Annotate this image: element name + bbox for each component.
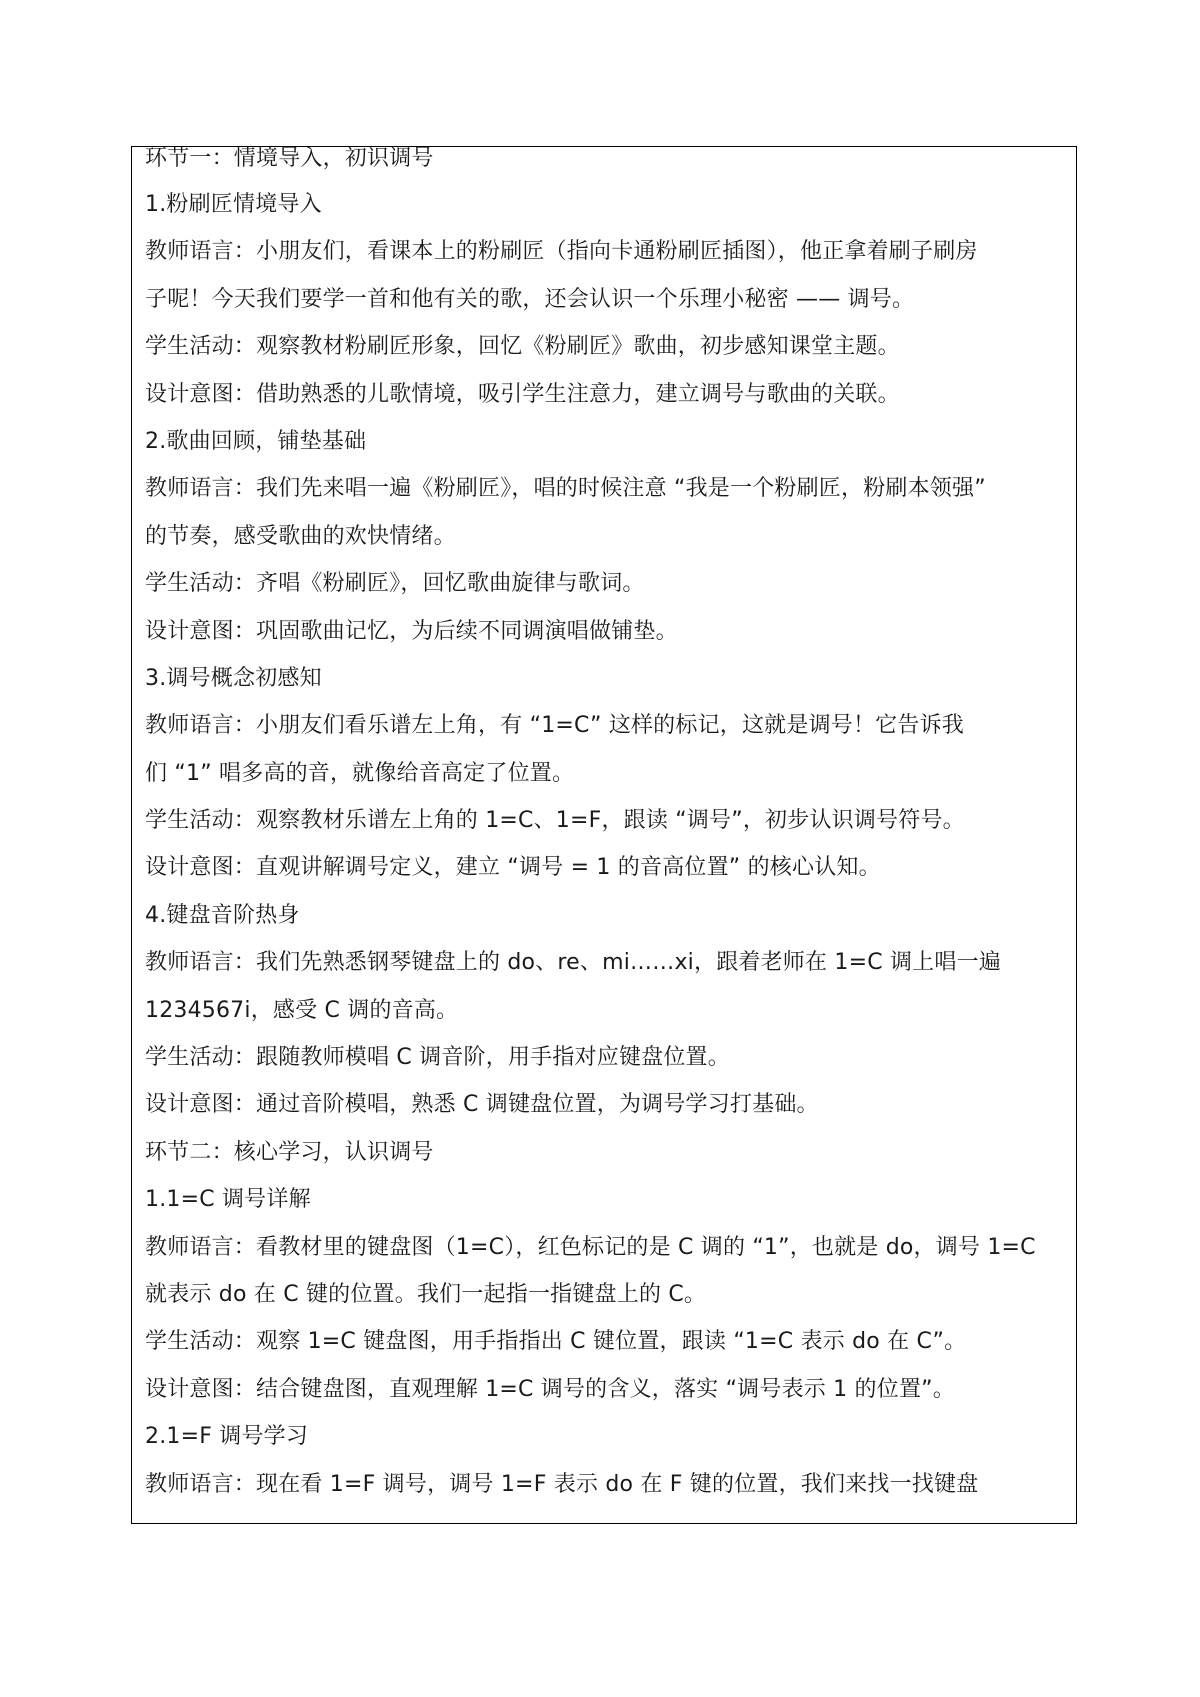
teacher-speech: 教师语言：看教材里的键盘图（1=C），红色标记的是 C 调的 “1”，也就是 do，调号 1=C	[145, 1234, 1036, 1260]
section-heading: 环节一：情境导入，初识调号	[145, 146, 434, 171]
subsection-heading: 1.1=C 调号详解	[145, 1187, 311, 1213]
lesson-plan-text	[145, 147, 1068, 1508]
section-heading: 环节二：核心学习，认识调号	[145, 1139, 434, 1165]
teacher-speech-continued: 就表示 do 在 C 键的位置。我们一起指一指键盘上的 C。	[145, 1281, 707, 1307]
design-intent: 设计意图：通过音阶模唱，熟悉 C 调键盘位置，为调号学习打基础。	[145, 1092, 819, 1118]
student-activity: 学生活动：观察 1=C 键盘图，用手指指出 C 键位置，跟读 “1=C 表示 do 在 C”。	[145, 1329, 967, 1355]
design-intent: 设计意图：结合键盘图，直观理解 1=C 调号的含义，落实 “调号表示 1 的位置”。	[145, 1376, 955, 1402]
student-activity: 学生活动：跟随教师模唱 C 调音阶，用手指对应键盘位置。	[145, 1045, 730, 1071]
teacher-speech: 教师语言：小朋友们看乐谱左上角，有 “1=C” 这样的标记，这就是调号！它告诉我	[145, 713, 964, 739]
subsection-heading: 4.键盘音阶热身	[145, 902, 300, 928]
teacher-speech: 教师语言：我们先熟悉钢琴键盘上的 do、re、mi……xi，跟着老师在 1=C 调上唱一遍	[145, 950, 1001, 976]
subsection-heading: 3.调号概念初感知	[145, 665, 322, 691]
teacher-speech: 教师语言：我们先来唱一遍《粉刷匠》，唱的时候注意 “我是一个粉刷匠，粉刷本领强”	[145, 476, 986, 502]
student-activity: 学生活动：齐唱《粉刷匠》，回忆歌曲旋律与歌词。	[145, 571, 645, 597]
design-intent: 设计意图：直观讲解调号定义，建立 “调号 = 1 的音高位置” 的核心认知。	[145, 855, 881, 881]
design-intent: 设计意图：借助熟悉的儿歌情境，吸引学生注意力，建立调号与歌曲的关联。	[145, 381, 900, 407]
subsection-heading: 1.粉刷匠情境导入	[145, 192, 322, 217]
subsection-heading: 2.1=F 调号学习	[145, 1424, 309, 1450]
lesson-plan-table-cell	[131, 146, 1077, 1524]
design-intent: 设计意图：巩固歌曲记忆，为后续不同调演唱做铺垫。	[145, 618, 678, 644]
teacher-speech-continued: 子呢！今天我们要学一首和他有关的歌，还会认识一个乐理小秘密 —— 调号。	[145, 286, 915, 312]
student-activity: 学生活动：观察教材粉刷匠形象，回忆《粉刷匠》歌曲，初步感知课堂主题。	[145, 334, 900, 360]
teacher-speech: 教师语言：现在看 1=F 调号，调号 1=F 表示 do 在 F 键的位置，我们来找一找键盘	[145, 1471, 979, 1497]
student-activity: 学生活动：观察教材乐谱左上角的 1=C、1=F，跟读 “调号”，初步认识调号符号。	[145, 808, 965, 834]
subsection-heading: 2.歌曲回顾，铺垫基础	[145, 428, 367, 454]
teacher-speech: 教师语言：小朋友们，看课本上的粉刷匠（指向卡通粉刷匠插图），他正拿着刷子刷房	[145, 239, 978, 265]
teacher-speech-continued: 1234567i，感受 C 调的音高。	[145, 997, 459, 1023]
teacher-speech-continued: 的节奏，感受歌曲的欢快情绪。	[145, 523, 456, 549]
teacher-speech-continued: 们 “1” 唱多高的音，就像给音高定了位置。	[145, 760, 575, 786]
